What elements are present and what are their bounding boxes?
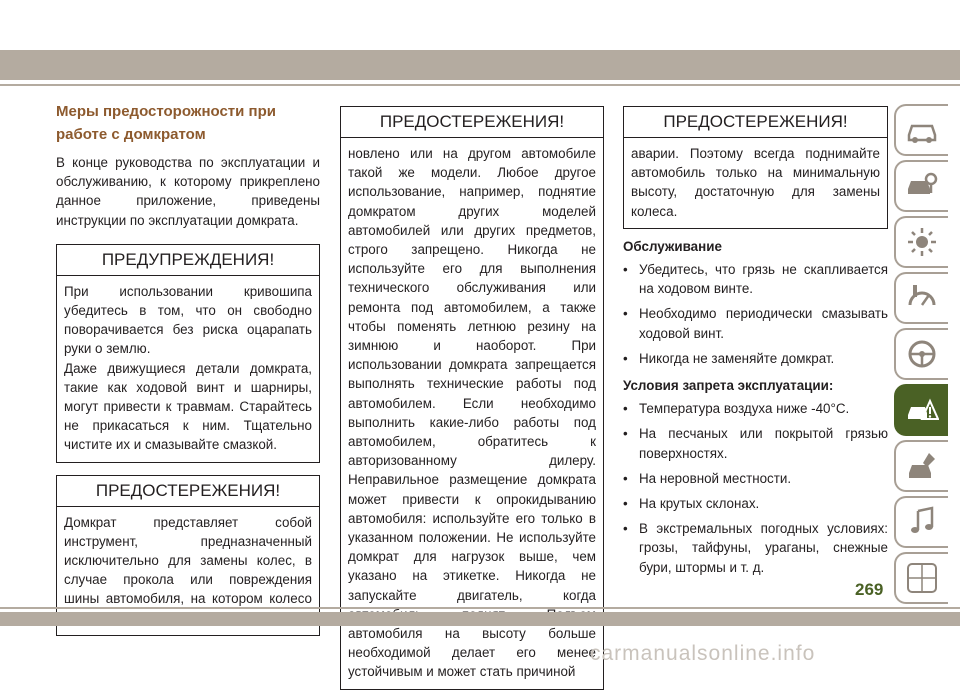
maintenance-list [623, 260, 888, 368]
watermark: carmanualsonline.info [590, 642, 816, 665]
prohibited-list [623, 399, 888, 577]
sun-light-icon [905, 225, 939, 259]
warning-title: ПРЕДУПРЕЖДЕНИЯ! [57, 245, 319, 276]
heading-line-2: работе с домкратом [56, 126, 206, 143]
wrench-car-icon [905, 449, 939, 483]
column-middle [340, 106, 604, 690]
car-key-icon [905, 169, 939, 203]
warning-paragraph-2: Даже движущиеся детали домкрата, такие как ходовой винт и шарниры, могут привести к травмам. Старайтесь не прикасаться к ним. Тщательно чистите их и смазывайте смазкой. [64, 360, 312, 453]
section-heading [56, 100, 320, 146]
index-letters-icon [905, 561, 939, 595]
tab-gauge[interactable] [894, 272, 948, 324]
caution-title: ПРЕДОСТЕРЕЖЕНИЯ! [624, 107, 887, 138]
car-info-icon [905, 113, 939, 147]
caution-title: ПРЕДОСТЕРЕЖЕНИЯ! [57, 476, 319, 507]
car-warning-icon [905, 393, 939, 427]
list-item: • Никогда не заменяйте домкрат. [623, 349, 888, 368]
caution-text: Домкрат представляет собой инструмент, предназначенный исключительно для замены колес, в случае прокола или повреждения шины автомобиля, на котором колесо [64, 514, 312, 607]
caution-text: новлено или на другом автомобиле такой же модели. Любое другое использование, например, поднятие домкратом других моделей автомобилей или других предметов, строго запрещено. Никогда не используйте его для выполнения технического обслуживания или ремонта под автомобилем, а также чтобы поменять летнюю резину на зимнюю и наоборот. При использовании домкрата запрещается выполнять технические работы под автомобилем. Если необходимо выполнить какие-либо работы под автомобилем, обратитесь к авторизованному дилеру. Неправильное размещение домкрата может привести к опрокидыванию автомобиля: используйте его только в указанном положении. Не используйте домкрат для нагрузок выше, чем указано на этикетке. Никогда не запускайте двигатель, когда автомобиля на высоту больше необходимой делает его менее устойчивым и может стать причиной [348, 146, 596, 680]
gauge-icon [905, 281, 939, 315]
top-rule [0, 84, 960, 86]
steering-wheel-icon [905, 337, 939, 371]
tab-car-key[interactable] [894, 160, 948, 212]
list-item: • На песчаных или покрытой грязью поверхностях. [623, 424, 888, 462]
tab-wrench-car[interactable] [894, 440, 948, 492]
list-item: • Температура воздуха ниже -40°C. [623, 399, 888, 418]
heading-line-1: Меры предосторожности при [56, 103, 276, 120]
list-item: • На неровной местности. [623, 469, 888, 488]
tab-music-note[interactable] [894, 496, 948, 548]
tab-sun-light[interactable] [894, 216, 948, 268]
warning-paragraph-1: При использовании кривошипа убедитесь в том, что он свободно поворачивается без риска оцарапать руки о землю. [64, 283, 312, 357]
column-left [56, 100, 320, 636]
list-item: • Необходимо периодически смазывать ходовой винт. [623, 304, 888, 342]
caution-title: ПРЕДОСТЕРЕЖЕНИЯ! [341, 107, 603, 138]
warning-box [56, 244, 320, 463]
list-item: • На крутых склонах. [623, 494, 888, 513]
list-item: • В экстремальных погодных условиях: грозы, тайфуны, ураганы, снежные бури, штормы и т. д. [623, 519, 888, 577]
list-item: • Убедитесь, что грязь не скапливается на ходовом винте. [623, 260, 888, 298]
top-band [0, 50, 960, 80]
music-note-icon [905, 505, 939, 539]
tab-index[interactable] [894, 552, 948, 604]
chapter-tabs [894, 104, 948, 608]
caution-text: аварии. Поэтому всегда поднимайте автомобиль только на минимальную высоту, достаточную для замены колеса. [631, 146, 880, 219]
intro-paragraph: В конце руководства по эксплуатации и обслуживанию, к которому прикреплено данное приложение, приведены инструкции по эксплуатации домкрата. [56, 155, 320, 228]
caution-box-continued [340, 106, 604, 690]
bottom-band [0, 612, 960, 626]
page-number: 269 [855, 580, 884, 599]
tab-car-info[interactable] [894, 104, 948, 156]
prohibited-heading: Условия запрета эксплуатации: [623, 378, 834, 394]
caution-box-end [623, 106, 888, 229]
tab-car-warning[interactable] [894, 384, 948, 436]
bottom-rule [0, 607, 960, 609]
column-right [623, 106, 888, 583]
maintenance-heading: Обслуживание [623, 238, 722, 254]
tab-steering-wheel[interactable] [894, 328, 948, 380]
